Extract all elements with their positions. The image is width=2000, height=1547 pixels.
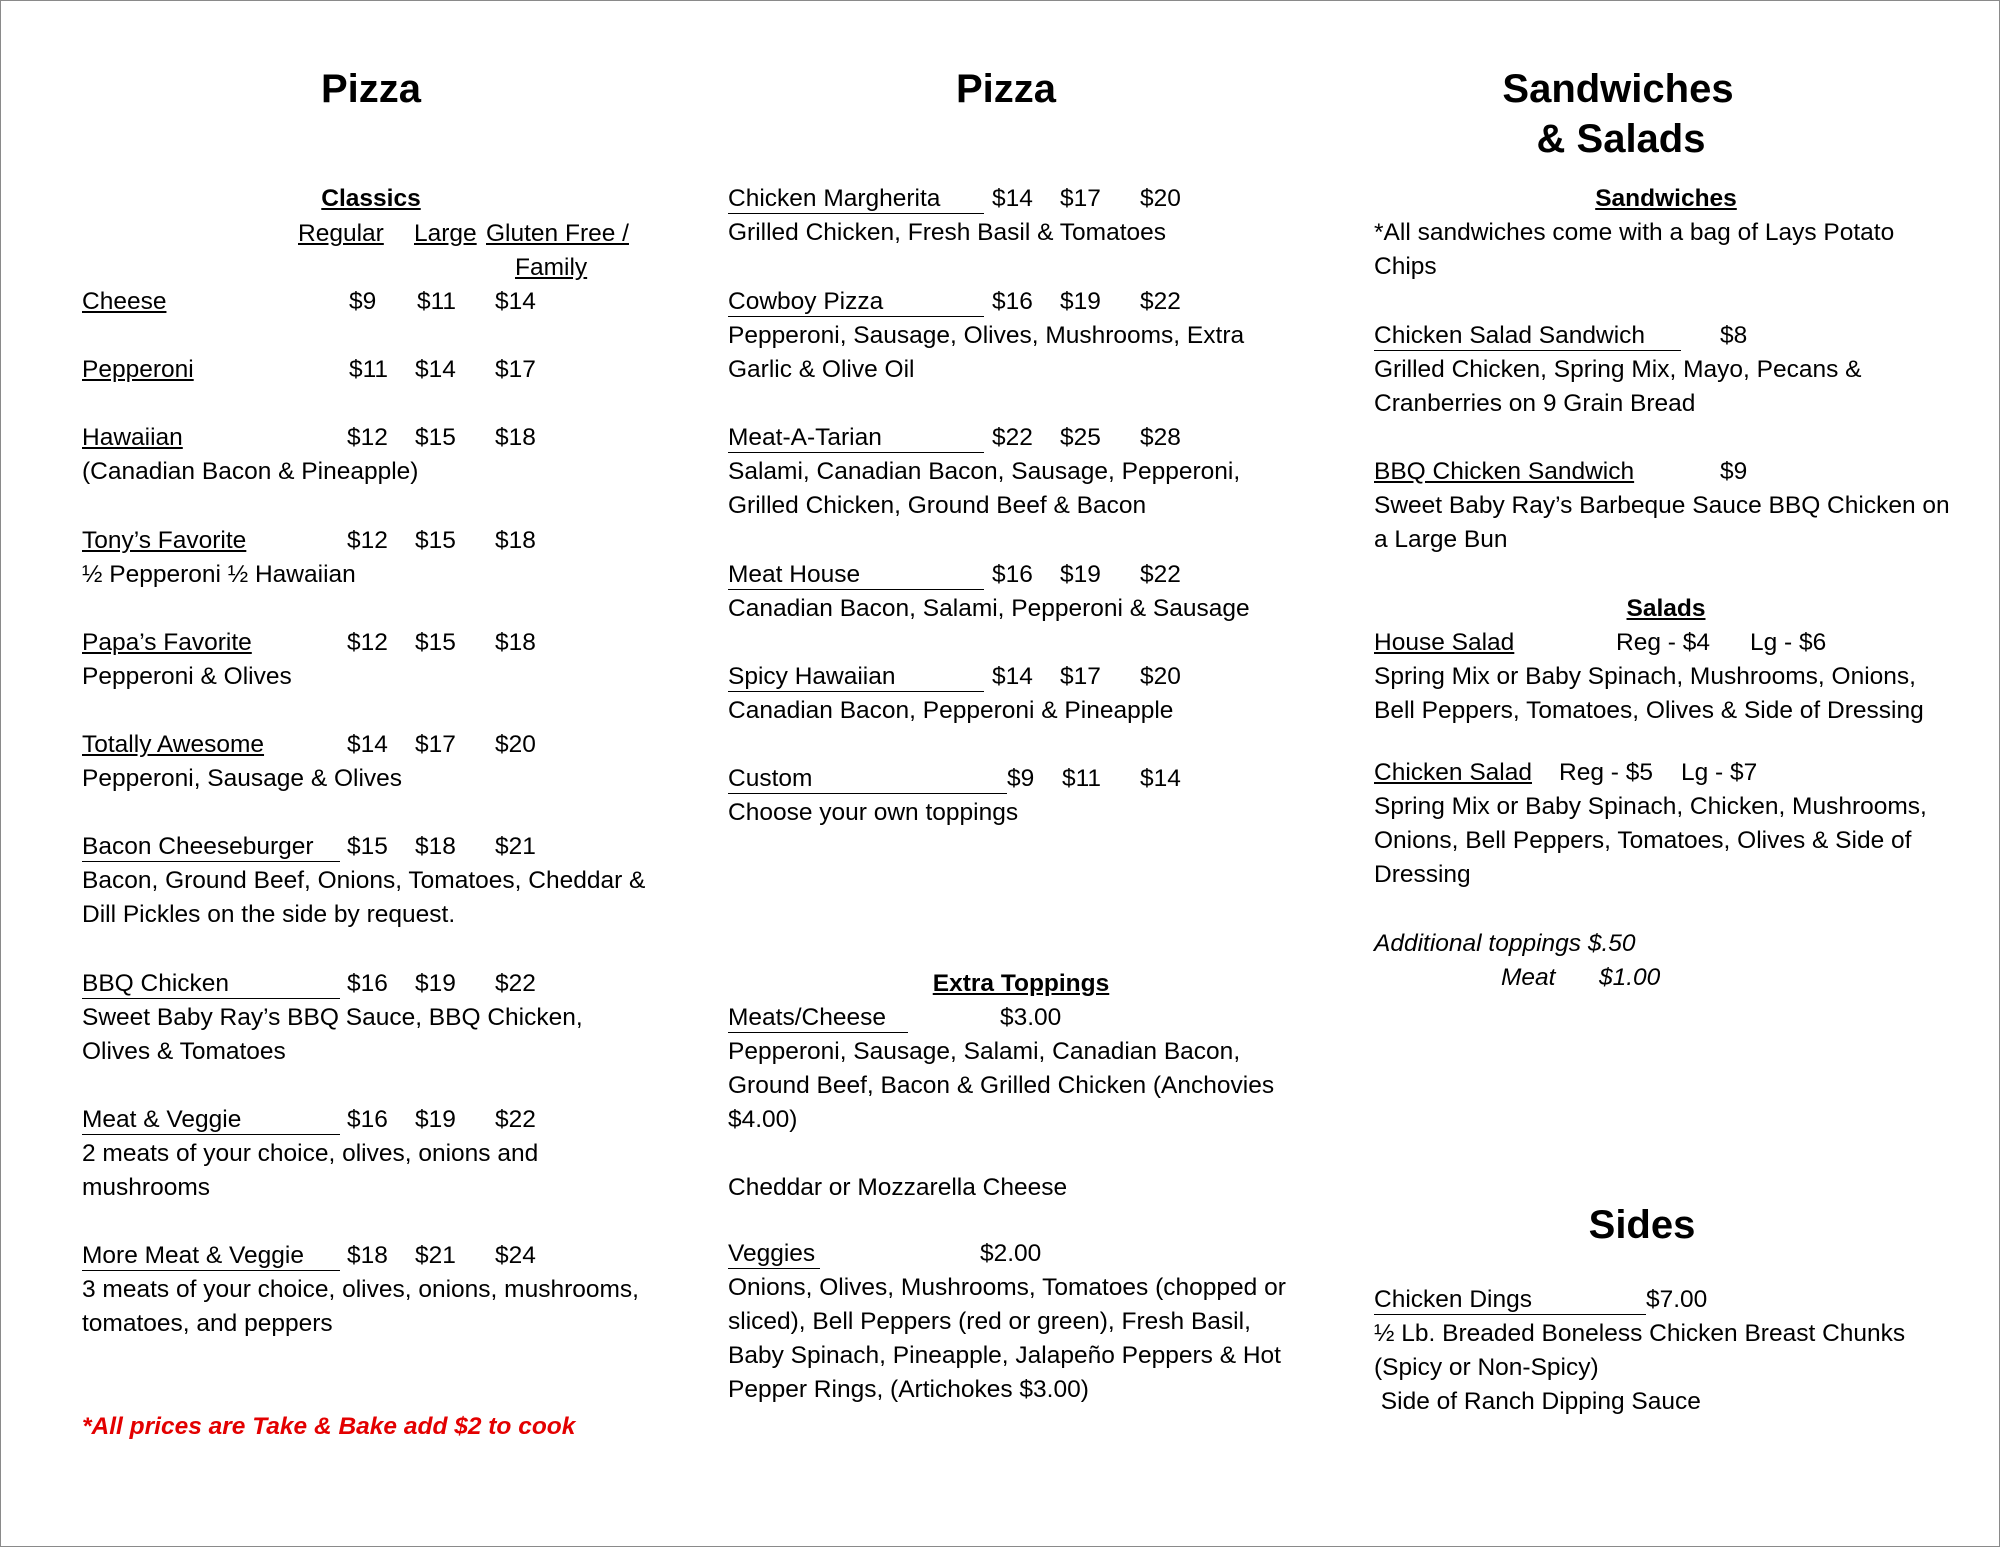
price-regular: $16 [992, 561, 1033, 588]
price-large: $18 [415, 833, 456, 860]
item-name [728, 762, 1007, 796]
item-name: Tony’s Favorite [82, 527, 247, 554]
item-description: Pepperoni, Sausage & Olives [82, 765, 403, 792]
item-name-underline [1374, 322, 1681, 351]
price-family: $17 [495, 356, 536, 383]
item-name-text: Custom [728, 765, 813, 792]
meats-cheese-label [728, 1001, 908, 1035]
price-family: $18 [495, 629, 536, 656]
item-description: Bacon, Ground Beef, Onions, Tomatoes, Cheddar & Dill Pickles on the side by request. [82, 867, 646, 928]
take-and-bake-note: *All prices are Take & Bake add $2 to cook [82, 1413, 576, 1440]
price-large: $15 [415, 527, 456, 554]
sandwiches-heading: Sandwiches [1595, 185, 1737, 212]
price-large: $19 [415, 1106, 456, 1133]
price-regular: $16 [347, 1106, 388, 1133]
price-regular: $18 [347, 1242, 388, 1269]
price-family: $20 [495, 731, 536, 758]
item-name-underline [728, 561, 984, 590]
price-family: $14 [1140, 765, 1181, 792]
item-description: Salami, Canadian Bacon, Sausage, Pepperoni, Grilled Chicken, Ground Beef & Bacon [728, 458, 1241, 519]
item-name-text: Meat-A-Tarian [728, 424, 882, 451]
additional-toppings: Additional toppings $.50 [1374, 930, 1636, 957]
price-regular: $22 [992, 424, 1033, 451]
meat-topping-label: Meat [1501, 964, 1556, 991]
item-description: Sweet Baby Ray’s BBQ Sauce, BBQ Chicken, Olives & Tomatoes [82, 1004, 583, 1065]
item-name: Pepperoni [82, 356, 194, 383]
meats-cheese-underline [728, 1004, 908, 1033]
item-name-text: Chicken Salad Sandwich [1374, 322, 1646, 349]
header-regular: Regular [298, 220, 384, 247]
item-name-text: BBQ Chicken [82, 970, 230, 997]
item-name [1374, 319, 1681, 353]
item-name: Hawaiian [82, 424, 183, 451]
price-large: $14 [415, 356, 456, 383]
sides-description-line1: ½ Lb. Breaded Boneless Chicken Breast Chunks [1374, 1320, 1906, 1347]
item-description: Pepperoni & Olives [82, 663, 292, 690]
sides-description-line3: Side of Ranch Dipping Sauce [1374, 1388, 1701, 1415]
classics-heading: Classics [321, 185, 421, 212]
meats-cheese-price: $3.00 [1000, 1004, 1062, 1031]
price-regular: $9 [349, 288, 377, 315]
item-name-text: Meat House [728, 561, 861, 588]
item-name: House Salad [1374, 629, 1515, 656]
item-description: Pepperoni, Sausage, Olives, Mushrooms, Extra Garlic & Olive Oil [728, 322, 1245, 383]
salad-reg-price: Reg - $4 [1616, 629, 1710, 656]
item-name: Chicken Salad [1374, 759, 1532, 786]
item-name [728, 660, 984, 694]
veggies-price: $2.00 [980, 1240, 1042, 1267]
sides-title: Sides [1588, 1203, 1696, 1247]
item-description: Canadian Bacon, Salami, Pepperoni & Sausage [728, 595, 1250, 622]
item-name [1374, 1283, 1646, 1317]
sides-price: $7.00 [1646, 1286, 1708, 1313]
item-name [82, 1103, 340, 1137]
price-family: $20 [1140, 663, 1181, 690]
item-name: Totally Awesome [82, 731, 265, 758]
item-name-underline [728, 765, 1007, 794]
item-name-text: More Meat & Veggie [82, 1242, 304, 1269]
item-name [82, 830, 342, 864]
header-large: Large [414, 220, 477, 247]
item-name-underline [82, 1242, 340, 1271]
item-description: (Canadian Bacon & Pineapple) [82, 458, 419, 485]
price-family: $22 [1140, 561, 1181, 588]
salad-lg-price: Lg - $6 [1750, 629, 1827, 656]
item-name-underline [82, 970, 340, 999]
item-name-underline [82, 833, 340, 862]
price-large: $15 [415, 424, 456, 451]
item-name-text: Spicy Hawaiian [728, 663, 896, 690]
cheese-option: Cheddar or Mozzarella Cheese [728, 1174, 1068, 1201]
item-description: Grilled Chicken, Spring Mix, Mayo, Pecans & Cranberries on 9 Grain Bread [1374, 356, 1862, 417]
item-name: Cheese [82, 288, 167, 315]
sandwich-price: $9 [1720, 458, 1748, 485]
price-regular: $14 [992, 185, 1033, 212]
price-large: $15 [415, 629, 456, 656]
item-name-underline [728, 288, 984, 317]
item-name [728, 421, 984, 455]
meats-cheese-text: Meats/Cheese [728, 1004, 886, 1031]
price-regular: $16 [347, 970, 388, 997]
price-regular: $14 [992, 663, 1033, 690]
meat-topping-price: $1.00 [1599, 964, 1661, 991]
item-name: Papa’s Favorite [82, 629, 252, 656]
price-family: $28 [1140, 424, 1181, 451]
item-description: 2 meats of your choice, olives, onions and mushrooms [82, 1140, 539, 1201]
item-description: Spring Mix or Baby Spinach, Mushrooms, Onions, Bell Peppers, Tomatoes, Olives & Side of Dressing [1374, 663, 1924, 724]
price-large: $21 [415, 1242, 456, 1269]
item-name-underline [728, 185, 984, 214]
price-regular: $14 [347, 731, 388, 758]
item-name [728, 285, 984, 319]
header-gluten-free: Gluten Free / [486, 220, 629, 247]
price-regular: $15 [347, 833, 388, 860]
price-family: $22 [495, 1106, 536, 1133]
veggies-description: Onions, Olives, Mushrooms, Tomatoes (chopped or sliced), Bell Peppers (red or green), Fresh Basil, Baby Spinach, Pineapple, Jalapeño Peppers & Hot Pepper Rings, (Artichokes $3.00) [728, 1274, 1286, 1403]
item-name [82, 1239, 340, 1273]
item-name-underline [728, 663, 984, 692]
item-description: Sweet Baby Ray’s Barbeque Sauce BBQ Chicken on a Large Bun [1374, 492, 1950, 553]
price-regular: $11 [349, 356, 389, 383]
item-name-text: Chicken Dings [1374, 1286, 1532, 1313]
meats-cheese-description: Pepperoni, Sausage, Salami, Canadian Bacon, Ground Beef, Bacon & Grilled Chicken (Anchovies $4.00) [728, 1038, 1275, 1133]
col1-title: Pizza [320, 67, 422, 111]
price-family: $22 [1140, 288, 1181, 315]
header-family: Family [515, 254, 588, 281]
price-regular: $12 [347, 424, 388, 451]
item-name [82, 967, 340, 1001]
col2-title: Pizza [955, 67, 1057, 111]
sandwich-price: $8 [1720, 322, 1748, 349]
col3-title-line2: & Salads [1536, 117, 1706, 161]
price-large: $19 [1060, 561, 1101, 588]
salads-heading: Salads [1626, 595, 1706, 622]
veggies-text: Veggies [728, 1240, 816, 1267]
item-description: ½ Pepperoni ½ Hawaiian [82, 561, 356, 588]
extra-toppings-heading: Extra Toppings [932, 970, 1110, 997]
item-name-text: Cowboy Pizza [728, 288, 884, 315]
item-description: Canadian Bacon, Pepperoni & Pineapple [728, 697, 1174, 724]
sides-description-line2: (Spicy or Non-Spicy) [1374, 1354, 1599, 1381]
price-large: $17 [1060, 663, 1101, 690]
price-family: $21 [495, 833, 536, 860]
veggies-label [728, 1237, 820, 1271]
veggies-underline [728, 1240, 820, 1269]
price-large: $25 [1060, 424, 1101, 451]
price-large: $19 [1060, 288, 1101, 315]
item-description: Grilled Chicken, Fresh Basil & Tomatoes [728, 219, 1166, 246]
item-name [728, 558, 984, 592]
salad-reg-price: Reg - $5 [1559, 759, 1653, 786]
item-name-underline [1374, 1286, 1646, 1315]
price-family: $14 [495, 288, 536, 315]
price-family: $22 [495, 970, 536, 997]
item-name [728, 182, 984, 216]
item-name-underline [82, 1106, 340, 1135]
item-description: 3 meats of your choice, olives, onions, mushrooms, tomatoes, and peppers [82, 1276, 639, 1337]
price-large: $11 [1062, 765, 1102, 792]
item-name-text: Bacon Cheeseburger [82, 833, 314, 860]
price-family: $18 [495, 527, 536, 554]
price-regular: $9 [1007, 765, 1035, 792]
price-large: $19 [415, 970, 456, 997]
price-family: $20 [1140, 185, 1181, 212]
price-regular: $12 [347, 527, 388, 554]
price-large: $11 [417, 288, 457, 315]
item-name-text: Meat & Veggie [82, 1106, 242, 1133]
sandwich-note: *All sandwiches come with a bag of Lays Potato Chips [1374, 219, 1895, 280]
price-family: $18 [495, 424, 536, 451]
salad-lg-price: Lg - $7 [1681, 759, 1758, 786]
item-description: Choose your own toppings [728, 799, 1019, 826]
item-name-text: Chicken Margherita [728, 185, 941, 212]
item-name: BBQ Chicken Sandwich [1374, 458, 1635, 485]
item-description: Spring Mix or Baby Spinach, Chicken, Mushrooms, Onions, Bell Peppers, Tomatoes, Olives & Side of Dressing [1374, 793, 1927, 888]
item-name-underline [728, 424, 984, 453]
price-large: $17 [415, 731, 456, 758]
col3-title-line1: Sandwiches [1502, 67, 1734, 111]
price-regular: $16 [992, 288, 1033, 315]
price-family: $24 [495, 1242, 536, 1269]
price-regular: $12 [347, 629, 388, 656]
price-large: $17 [1060, 185, 1101, 212]
